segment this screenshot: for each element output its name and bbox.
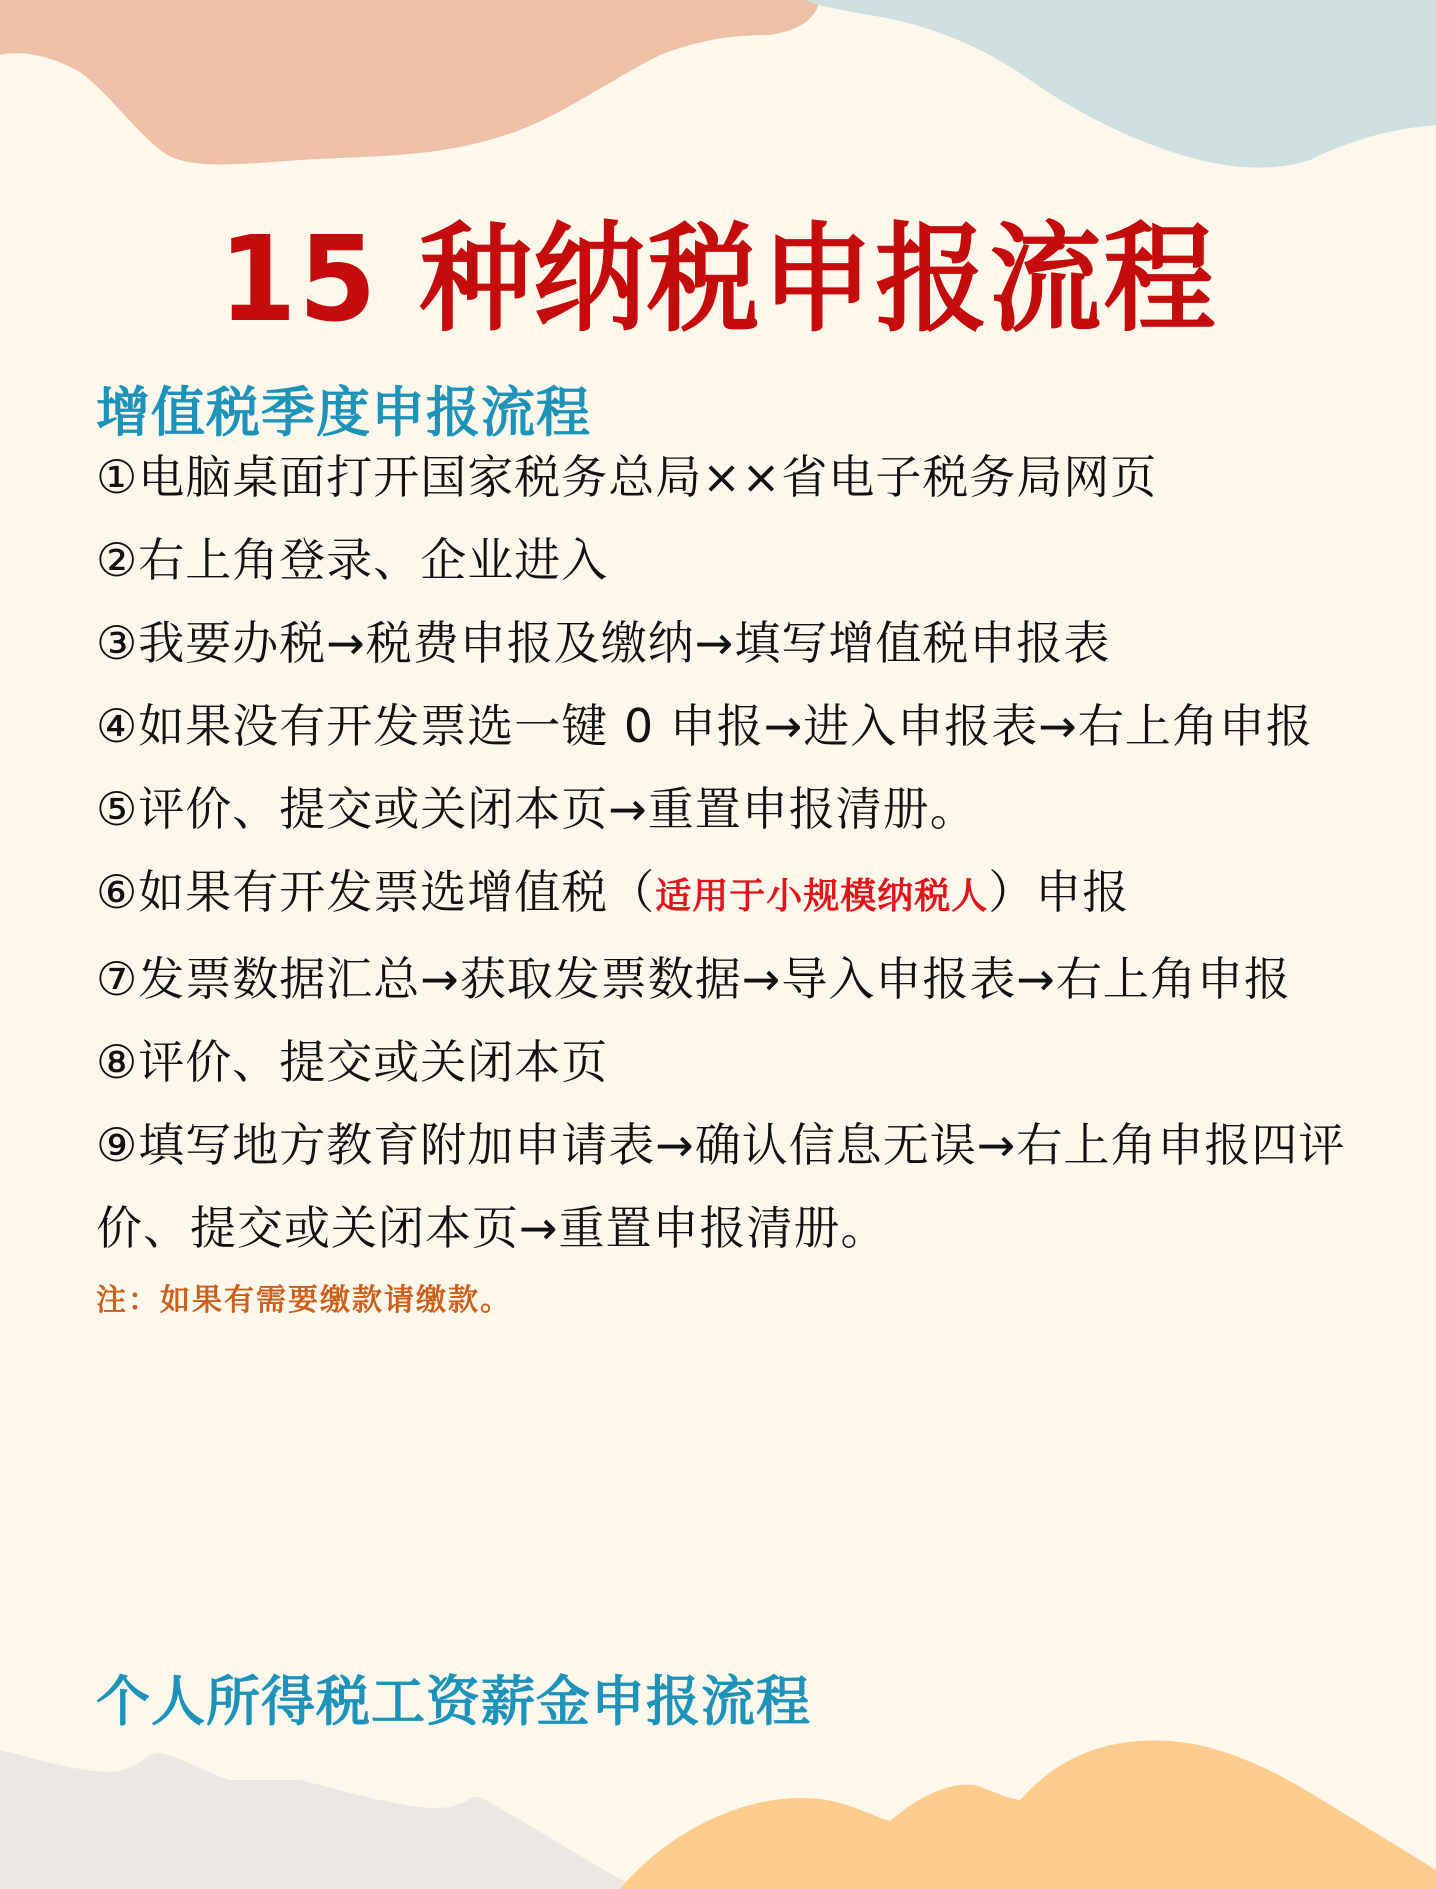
step-number: ① — [96, 450, 139, 504]
step-text: 右上角登录、企业进入 — [138, 533, 609, 587]
section-heading-vat: 增值税季度申报流程 — [96, 380, 591, 444]
step-item — [96, 685, 1346, 768]
step-text: 评价、提交或关闭本页→重置申报清册。 — [138, 782, 977, 836]
step-number: ⑨ — [96, 1118, 139, 1172]
step-number: ⑧ — [96, 1035, 139, 1089]
step-number: ② — [96, 533, 139, 587]
step-item — [96, 602, 1346, 685]
small-scale-taxpayer-highlight: 适用于小规模纳税人 — [655, 876, 989, 917]
step-text: 评价、提交或关闭本页 — [138, 1035, 609, 1089]
step-text-before: 如果有开发票选增值税（ — [138, 865, 656, 919]
page-title: 15 种纳税申报流程 — [218, 211, 1218, 349]
step-item — [96, 938, 1346, 1021]
step-item — [96, 768, 1346, 851]
step-item — [96, 1104, 1346, 1270]
step-item — [96, 436, 1346, 519]
step-text: 电脑桌面打开国家税务总局××省电子税务局网页 — [138, 450, 1158, 504]
step-text: 发票数据汇总→获取发票数据→导入申报表→右上角申报 — [138, 952, 1291, 1006]
step-number: ⑥ — [96, 865, 139, 919]
payment-note: 注：如果有需要缴款请缴款。 — [96, 1283, 512, 1318]
section-heading-individual-income-tax: 个人所得税工资薪金申报流程 — [96, 1669, 811, 1733]
step-item — [96, 851, 1346, 938]
step-text: 如果没有开发票选一键 0 申报→进入申报表→右上角申报 — [138, 699, 1313, 753]
step-number: ⑦ — [96, 952, 139, 1006]
step-number: ③ — [96, 616, 139, 670]
step-number: ⑤ — [96, 782, 139, 836]
step-item — [96, 1021, 1346, 1104]
step-text-after: ）申报 — [988, 865, 1130, 919]
step-text: 我要办税→税费申报及缴纳→填写增值税申报表 — [138, 616, 1111, 670]
step-item — [96, 519, 1346, 602]
step-number: ④ — [96, 699, 139, 753]
vat-steps-list — [96, 436, 1346, 1326]
step-text: 填写地方教育附加申请表→确认信息无误→右上角申报四评价、提交或关闭本页→重置申报清册。 — [96, 1118, 1346, 1255]
